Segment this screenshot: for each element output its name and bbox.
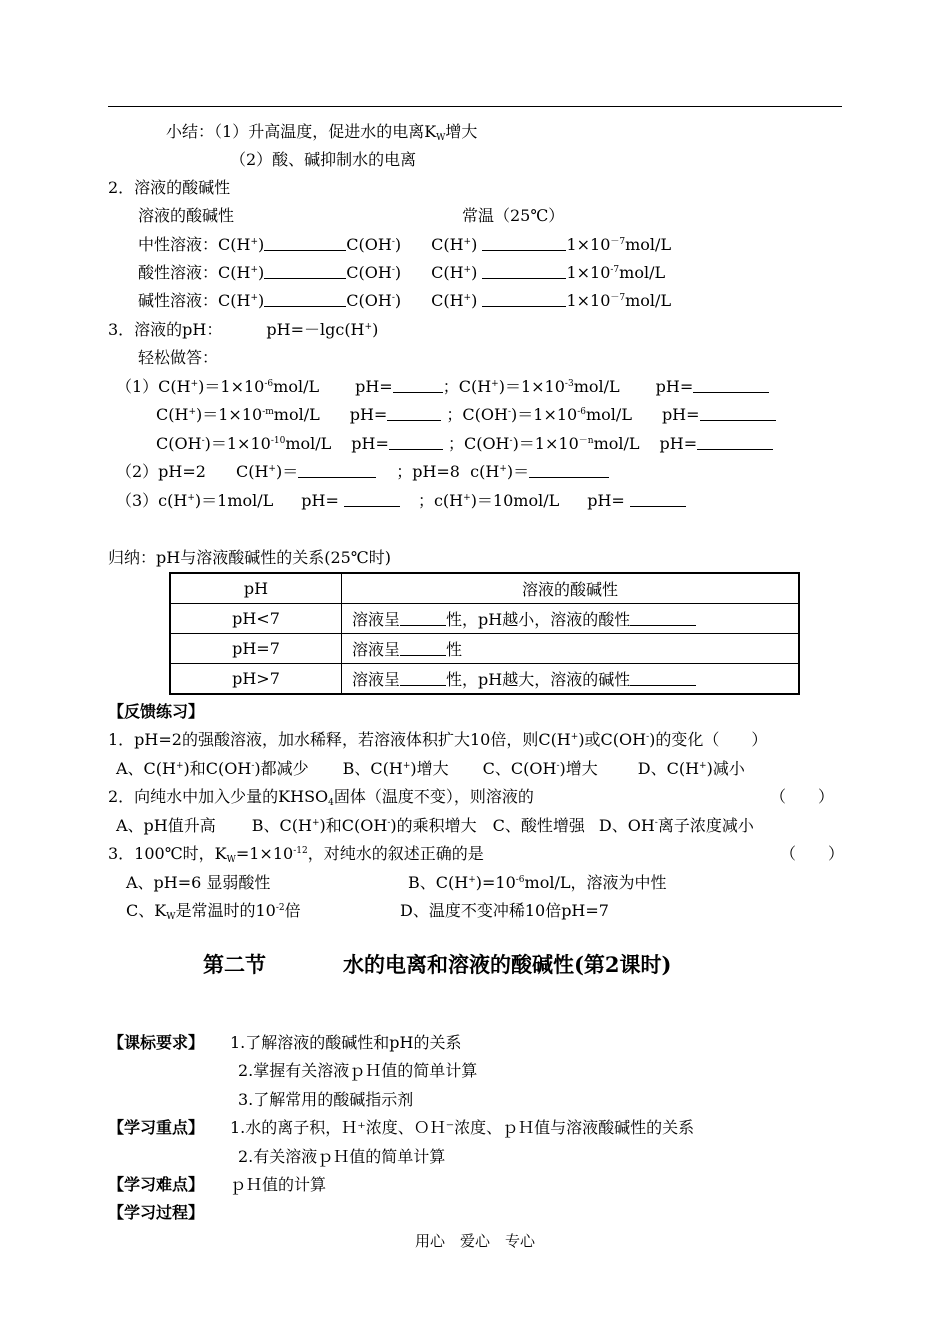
feedback-q2-paren: （ ） <box>770 787 835 806</box>
acid-row: 酸性溶液：C(H+) C(OH-) C(H+) $1\times 10^{-7}mol/L$ <box>138 263 666 282</box>
table-cell-ph: pH<7 <box>170 604 342 634</box>
requirement-item: 2.掌握有关溶液ｐＨ值的简单计算 <box>238 1061 478 1080</box>
q1-line-2: $C(H^+)=1\times 10^{-m}mol/L$ pH= ；$C(OH^-)=1\times 10^{-6}mol/L$ pH= <box>156 405 776 425</box>
key-point-item: 1.水的离子积，Ｈ⁺浓度、ＯＨ⁻浓度、ｐＨ值与溶液酸碱性的关系 <box>230 1118 695 1137</box>
feedback-q2: 2．向纯水中加入少量的$KHSO_4$固体（温度不变），则溶液的 <box>108 787 534 808</box>
table-cell-ph: pH=7 <box>170 634 342 664</box>
table-cell-property: 溶液呈 性 <box>342 634 800 664</box>
table-row <box>170 634 799 664</box>
table-header-ph: pH <box>170 573 342 604</box>
feedback-q3-option-b: B、$C(H^+)=10^{-6}mol/L$，溶液为中性 <box>408 873 667 892</box>
page-footer: 用心 爱心 专心 <box>414 1232 535 1250</box>
summary-line-2: （2）酸、碱抑制水的电离 <box>230 150 417 169</box>
q1-line-3: $C(OH^-)=1\times 10^{-10}mol/L$ pH= ；$C(OH^-)=1\times 10^{-n}mol/L$ pH= <box>156 434 773 454</box>
feedback-heading: 【反馈练习】 <box>108 702 205 721</box>
neutral-row: 中性溶液：C(H+) C(OH-) C(H+) $1\times 10^{-7}mol/L$ <box>138 235 672 254</box>
feedback-q3: 3．100℃时，$K_W=1\times 10^{-12}$，对纯水的叙述正确的是 <box>108 844 484 865</box>
requirements-label: 【课标要求】 <box>108 1033 205 1052</box>
table-caption: 归纳：pH与溶液酸碱性的关系(25℃时) <box>108 548 391 567</box>
section3-heading: 3．溶液的pH： pH=－lgc(H+) <box>108 320 379 339</box>
table-header-property: 溶液的酸碱性 <box>342 573 800 604</box>
table-cell-property: 溶液呈 性，pH越大，溶液的碱性 <box>342 664 800 695</box>
base-row: 碱性溶液：C(H+) C(OH-) C(H+) $1\times 10^{-7}mol/L$ <box>138 291 672 310</box>
table-cell-ph: pH>7 <box>170 664 342 695</box>
requirement-item: 1.了解溶液的酸碱性和pH的关系 <box>230 1033 462 1052</box>
table-row <box>170 664 799 695</box>
key-points-label: 【学习重点】 <box>108 1118 205 1137</box>
summary-line-1: 小结：（1）升高温度，促进水的电离$K_W$增大 <box>166 122 478 143</box>
q2-line: （2）pH=2 C(H+)＝ ；pH=8 c(H+)＝ <box>116 462 609 482</box>
feedback-q3-option-d: D、温度不变冲稀10倍pH=7 <box>400 901 609 920</box>
table-header-row <box>170 573 799 604</box>
table-row <box>170 604 799 634</box>
section2-col2: 常温（25℃） <box>462 206 565 225</box>
feedback-q3-option-c: C、$K_W$是常温时的$10^{-2}$倍 <box>126 901 301 922</box>
feedback-q1-options: A、C(H+)和C(OH-)都减少 B、C(H+)增大 C、C(OH-)增大 D、C(H+)减小 <box>116 759 745 778</box>
feedback-q1: 1．pH=2的强酸溶液，加水稀释，若溶液体积扩大10倍，则C(H+)或C(OH-)的变化（ ） <box>108 730 768 749</box>
section2-heading: 2．溶液的酸碱性 <box>108 178 231 197</box>
easy-answer-label: 轻松做答： <box>138 348 219 367</box>
key-point-item: 2.有关溶液ｐＨ值的简单计算 <box>238 1147 446 1166</box>
ph-relationship-table <box>169 572 800 695</box>
difficulty-item: ｐＨ值的计算 <box>230 1175 327 1194</box>
feedback-q3-paren: （ ） <box>780 844 845 863</box>
feedback-q2-options: A、pH值升高 B、C(H+)和C(OH-)的乘积增大 C、酸性增强 D、OH-离子浓度减小 <box>116 816 754 835</box>
header-rule <box>108 106 842 107</box>
table-cell-property: 溶液呈 性，pH越小，溶液的酸性 <box>342 604 800 634</box>
requirement-item: 3.了解常用的酸碱指示剂 <box>238 1090 414 1109</box>
difficulty-label: 【学习难点】 <box>108 1175 205 1194</box>
process-label: 【学习过程】 <box>108 1203 205 1222</box>
q1-line-1: $(1)C(H^+)=1\times 10^{-6}mol/L$ pH= ；$C(H^+)=1\times 10^{-3}mol/L$ pH= <box>116 377 769 397</box>
feedback-q3-option-a: A、pH=6 显弱酸性 <box>126 873 271 892</box>
q3-line: （3）c(H+)＝1mol/L pH= ；c(H+)＝10mol/L pH= <box>116 491 686 511</box>
section2-col1: 溶液的酸碱性 <box>138 206 235 225</box>
